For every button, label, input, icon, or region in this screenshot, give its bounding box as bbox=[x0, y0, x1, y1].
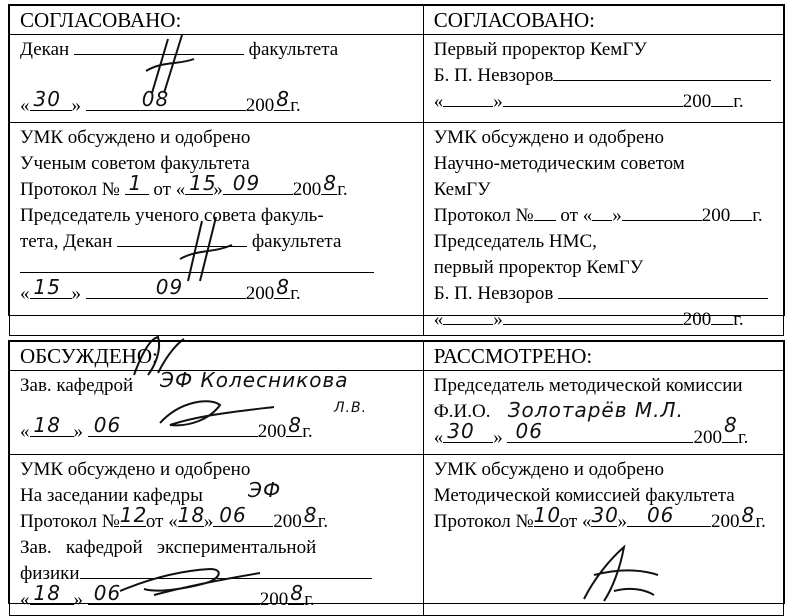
nms-council-text: Научно-методическим советом bbox=[433, 153, 685, 174]
council-protocol-line: Протокол № 1 от « 15 » 09 200 8 г. bbox=[20, 171, 348, 200]
header-reviewed: РАССМОТРЕНО: bbox=[423, 342, 783, 371]
dept-head-exp-physics-text: Зав. кафедрой экспериментальной bbox=[20, 537, 317, 558]
nms-kemgu-text: КемГУ bbox=[433, 179, 491, 200]
header-agreed-right: СОГЛАСОВАНО: bbox=[423, 6, 783, 35]
dean-date-day: 30 bbox=[33, 87, 61, 111]
nms-date-line: « » 200 г. bbox=[433, 309, 744, 330]
dean-date-month: 08 bbox=[141, 87, 170, 111]
method-protocol-day: 30 bbox=[591, 503, 619, 527]
dept-meeting-mark: ЭФ bbox=[248, 478, 282, 502]
dept-physics-date-month: 06 bbox=[93, 581, 122, 605]
dept-physics-date-day: 18 bbox=[33, 581, 61, 605]
council-date-day: 15 bbox=[33, 275, 61, 299]
dept-head-name: ЭФ Колесникова bbox=[160, 368, 349, 392]
council-protocol-day: 15 bbox=[189, 171, 217, 195]
council-cell bbox=[10, 123, 424, 336]
method-date-day: 30 bbox=[447, 419, 475, 443]
council-date-line: « 15 » 09 200 8 г. bbox=[20, 275, 301, 304]
dept-meeting-cell bbox=[10, 455, 424, 616]
approval-table-top bbox=[9, 5, 784, 336]
method-commission-date-line: « 30 » 06 200 8 г. bbox=[433, 413, 749, 448]
dean-date-year: 8 bbox=[276, 87, 290, 111]
council-chair-text: Председатель ученого совета факуль- bbox=[20, 205, 324, 226]
dept-head-date-month: 06 bbox=[93, 413, 122, 437]
fio-line: Ф.И.О. Золотарёв М.Л. bbox=[433, 398, 684, 422]
dean-signature-line bbox=[74, 54, 244, 55]
method-protocol-month: 06 bbox=[646, 503, 675, 527]
method-date-month: 06 bbox=[515, 419, 543, 443]
header-discussed: ОБСУЖДЕНО: bbox=[10, 342, 424, 371]
dept-protocol-month: 06 bbox=[219, 503, 247, 527]
nms-chair-text: Председатель НМС, bbox=[433, 231, 597, 252]
prorector-date-line: « » 200 г. bbox=[433, 91, 744, 112]
council-chair-line: тета, Декан факультета bbox=[20, 231, 342, 252]
method-commission-signature bbox=[574, 539, 664, 609]
nms-name-line: Б. П. Невзоров bbox=[434, 281, 775, 307]
dept-umk-text: УМК обсуждено и одобрено bbox=[20, 459, 251, 480]
faculty-council-text: Ученым советом факультета bbox=[20, 153, 250, 174]
umk-approved-text: УМК обсуждено и одобрено bbox=[20, 127, 251, 148]
method-commission-cell bbox=[423, 371, 783, 455]
header-agreed-left: СОГЛАСОВАНО: bbox=[10, 6, 424, 35]
approval-block-top bbox=[8, 4, 785, 330]
method-commission-chair-text: Председатель методической комиссии bbox=[433, 375, 743, 396]
dept-protocol-day: 18 bbox=[177, 503, 206, 527]
dean-line bbox=[20, 37, 415, 63]
prorector-name-line: Б. П. Невзоров bbox=[434, 63, 775, 89]
nms-cell bbox=[423, 123, 783, 336]
council-protocol-month: 09 bbox=[232, 171, 261, 195]
dept-head-line: Зав. кафедрой ЭФ Колесникова bbox=[20, 368, 349, 396]
nms-protocol-line: Протокол № от « » 200 г. bbox=[433, 205, 763, 226]
fio-handwritten-name: Золотарёв М.Л. bbox=[507, 398, 684, 422]
council-date-month: 09 bbox=[155, 275, 184, 299]
council-protocol-number: 1 bbox=[128, 171, 143, 195]
nms-umk-text: УМК обсуждено и одобрено bbox=[433, 127, 665, 148]
method-commission-text: Методической комиссией факультета bbox=[433, 485, 735, 506]
dept-head-cell bbox=[10, 368, 424, 455]
dept-protocol-line: Протокол № 12 от « 18 » 06 200 8 г. bbox=[20, 503, 329, 532]
first-prorector-cell bbox=[423, 35, 783, 123]
dept-meeting-line: На заседании кафедры ЭФ bbox=[20, 478, 282, 506]
dean-cell bbox=[10, 35, 424, 123]
faculty-word: факультета bbox=[248, 39, 339, 60]
method-umk-text: УМК обсуждено и одобрено bbox=[433, 459, 665, 480]
council-blank-line bbox=[20, 255, 415, 281]
method-protocol-number: 10 bbox=[533, 503, 562, 527]
dept-head-date-line: « 18 » 06 200 8 г. bbox=[20, 413, 313, 442]
approval-table-bottom bbox=[9, 341, 784, 616]
nms-prorector-text: первый проректор КемГУ bbox=[433, 257, 644, 278]
dept-head-date-day: 18 bbox=[33, 413, 61, 437]
dean-label: Декан bbox=[20, 39, 70, 60]
method-meeting-cell bbox=[423, 455, 783, 616]
dept-protocol-number: 12 bbox=[119, 503, 148, 527]
dean-date-line: « 30 » 08 200 8 г. bbox=[20, 87, 301, 116]
prorector-title: Первый проректор КемГУ bbox=[433, 39, 647, 60]
dept-physics-date-line: « 18 » 06 200 8 г. bbox=[20, 581, 315, 610]
dept-head-initials: Л.В. bbox=[334, 400, 368, 416]
approval-block-bottom bbox=[8, 340, 785, 610]
method-protocol-line: Протокол № 10 от « 30 » 06 200 8 г. bbox=[433, 503, 766, 532]
dept-physics-line: физики bbox=[20, 561, 415, 587]
